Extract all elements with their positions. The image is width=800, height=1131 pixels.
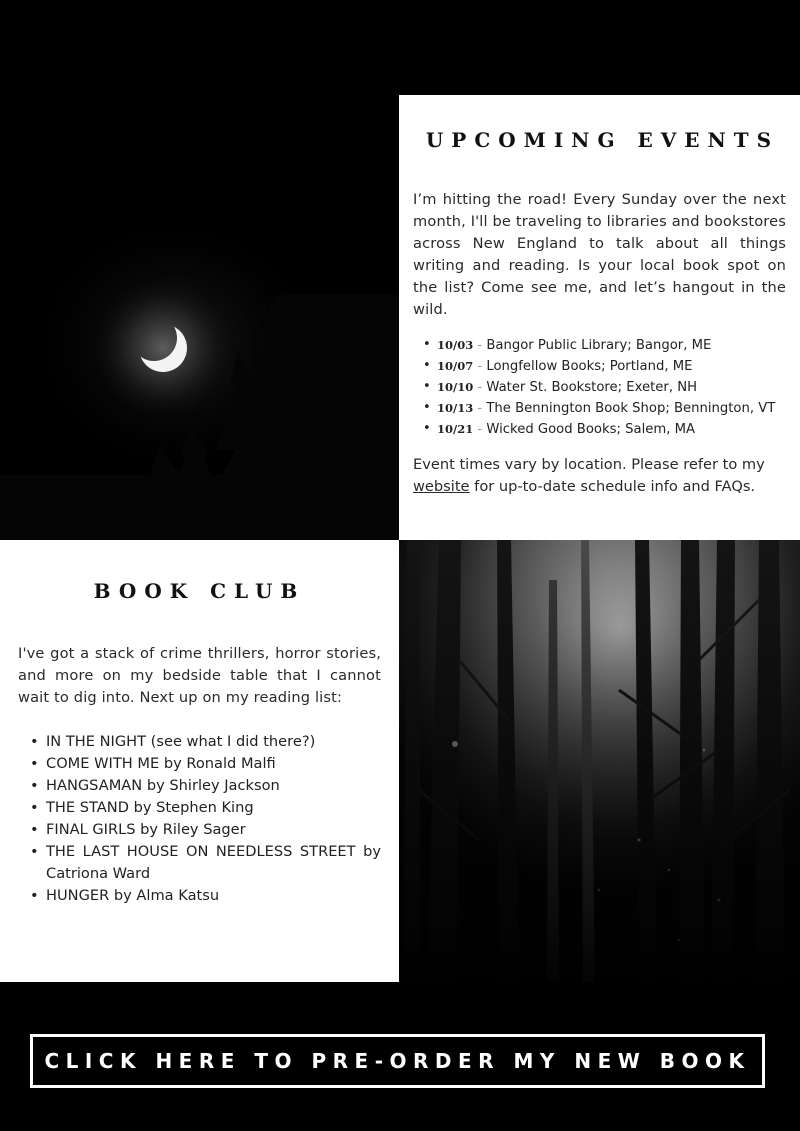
event-place: Bangor Public Library; Bangor, ME [486, 338, 712, 353]
dark-forest-image [399, 540, 800, 982]
pre-order-button[interactable] [30, 1034, 765, 1088]
pre-order-button-label: CLICK HERE TO PRE-ORDER MY NEW BOOK [44, 1049, 751, 1073]
upcoming-events-panel [399, 95, 800, 540]
event-item [423, 377, 786, 398]
book-club-intro: I've got a stack of crime thrillers, horror stories, and more on my bedside table that I cannot wait to dig into. Next up on my reading list: [18, 645, 381, 706]
book-item: • COME WITH ME by Ronald Malfi [30, 753, 381, 775]
book-item: • HUNGER by Alma Katsu [30, 885, 381, 907]
event-separator: - [473, 359, 487, 374]
book-item: • IN THE NIGHT (see what I did there?) [30, 731, 381, 753]
cta-band [0, 982, 800, 1131]
book-item: • THE STAND by Stephen King [30, 797, 381, 819]
event-place: Wicked Good Books; Salem, MA [486, 422, 695, 437]
event-item [423, 398, 786, 419]
event-place: Water St. Bookstore; Exeter, NH [486, 380, 698, 395]
book-item: • FINAL GIRLS by Riley Sager [30, 819, 381, 841]
book-club-panel [0, 540, 399, 982]
book-item: • HANGSAMAN by Shirley Jackson [30, 775, 381, 797]
website-link[interactable]: website [413, 478, 470, 495]
event-date: 10/21 [437, 422, 474, 436]
event-item [423, 335, 786, 356]
events-footer-text: Event times vary by location. Please refer to my [413, 456, 765, 473]
event-date: 10/13 [437, 401, 474, 415]
book-club-title: BOOK CLUB [93, 579, 306, 603]
event-item [423, 419, 786, 440]
event-separator: - [473, 338, 487, 353]
events-intro: I’m hitting the road! Every Sunday over the next month, I'll be traveling to libraries and bookstores across New England to talk about all things writing and reading. Is your local book spot on the list? Come see me, and let’s hangout in the wild. [413, 191, 786, 318]
moon-night-illustration [0, 95, 399, 540]
event-date: 10/03 [437, 338, 474, 352]
event-item [423, 356, 786, 377]
reading-list [18, 731, 381, 907]
event-date: 10/10 [437, 380, 474, 394]
book-item: • THE LAST HOUSE ON NEEDLESS STREET by Catriona Ward [30, 841, 381, 885]
events-list [413, 335, 786, 440]
events-footer-text-end: for up-to-date schedule info and FAQs. [469, 478, 756, 495]
event-date: 10/07 [437, 359, 474, 373]
event-separator: - [473, 401, 487, 416]
top-band [0, 0, 800, 95]
event-separator: - [473, 422, 487, 437]
events-footer [413, 454, 786, 498]
events-title: UPCOMING EVENTS [425, 128, 780, 152]
event-place: The Bennington Book Shop; Bennington, VT [486, 401, 776, 416]
forest-illustration [399, 540, 800, 982]
event-separator: - [473, 380, 487, 395]
moon-night-image [0, 95, 399, 540]
event-place: Longfellow Books; Portland, ME [486, 359, 693, 374]
